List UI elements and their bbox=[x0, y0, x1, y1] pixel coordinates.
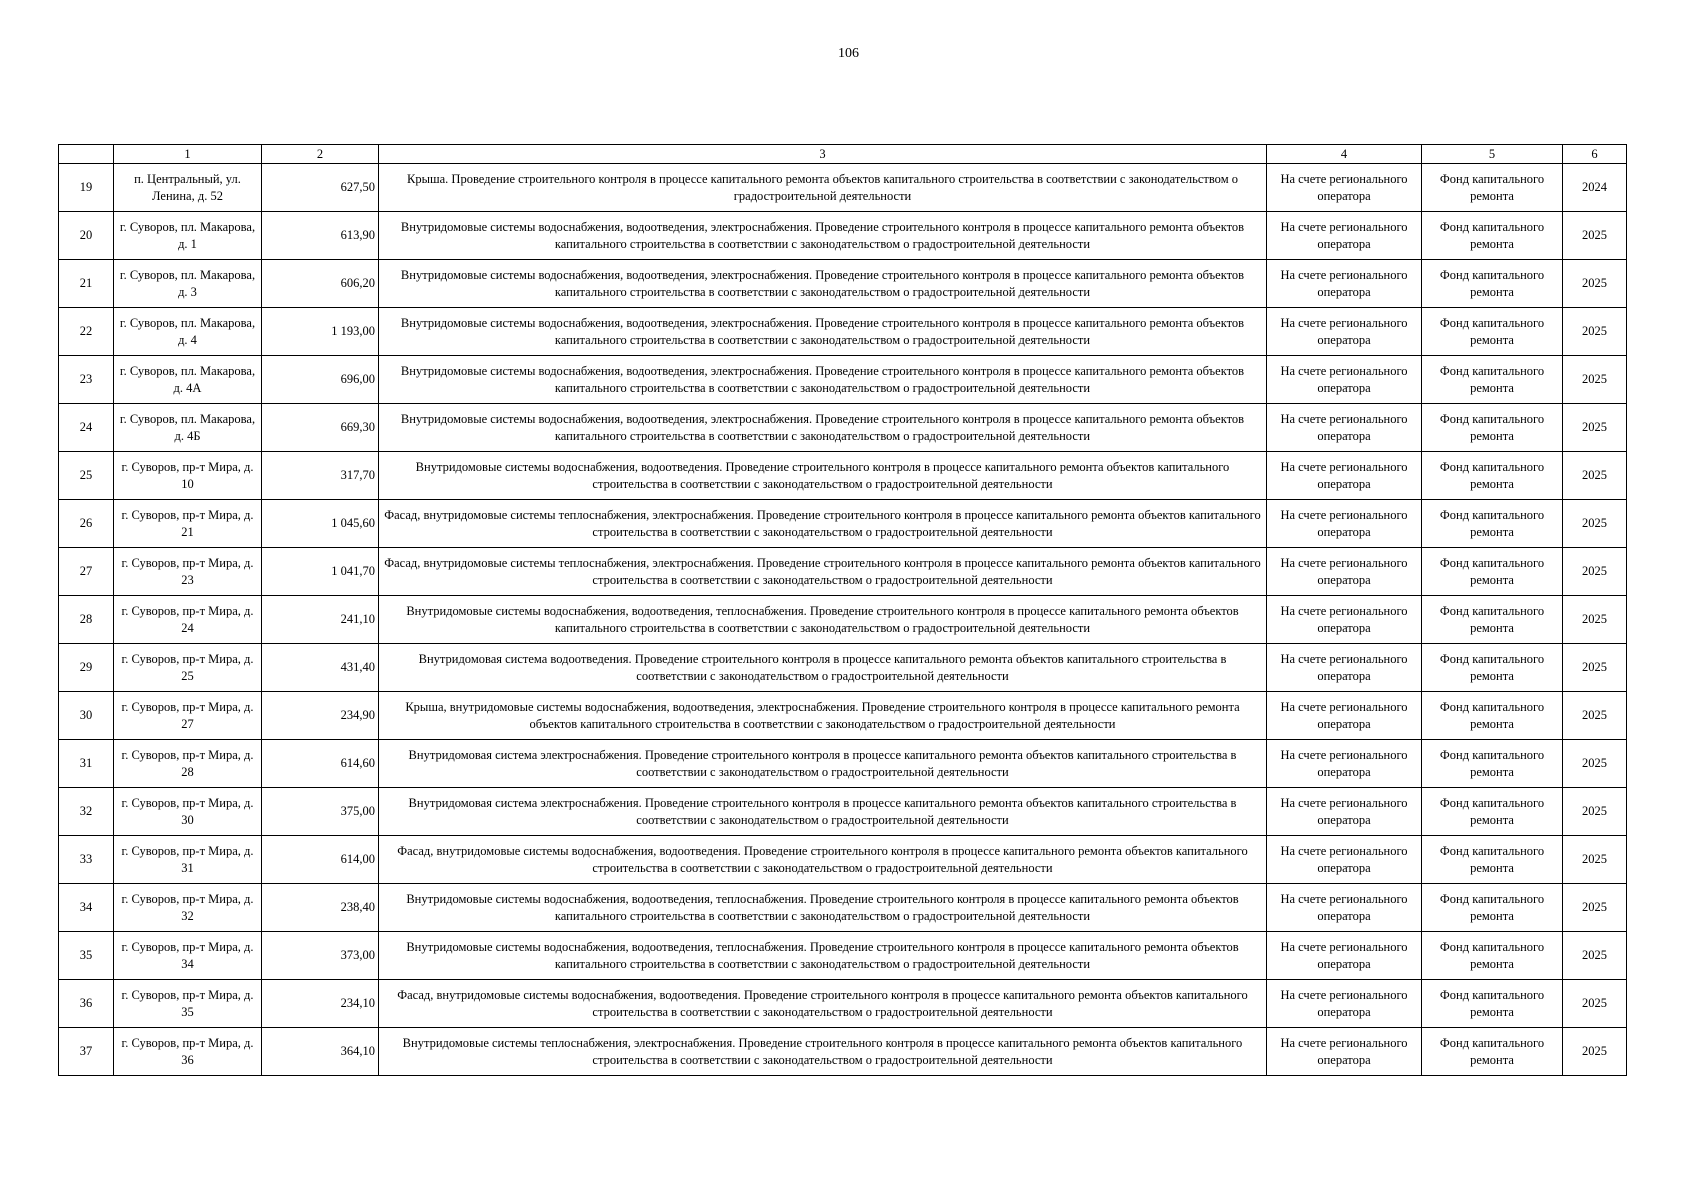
address-cell: г. Суворов, пр-т Мира, д. 32 bbox=[114, 884, 262, 932]
funding-source-cell: Фонд капитального ремонта bbox=[1422, 548, 1563, 596]
funding-source-cell: Фонд капитального ремонта bbox=[1422, 452, 1563, 500]
work-description-cell: Внутридомовые системы водоснабжения, водоотведения, теплоснабжения. Проведение строительного контроля в процессе капитального ремонта объектов капитального строительства в соответствии с законодательством о градостроительной деятельности bbox=[379, 596, 1267, 644]
address-cell: г. Суворов, пр-т Мира, д. 25 bbox=[114, 644, 262, 692]
funding-source-cell: Фонд капитального ремонта bbox=[1422, 404, 1563, 452]
address-cell: г. Суворов, пл. Макарова, д. 1 bbox=[114, 212, 262, 260]
header-cell-6: 6 bbox=[1563, 145, 1627, 164]
funding-source-cell: Фонд капитального ремонта bbox=[1422, 164, 1563, 212]
work-description-cell: Внутридомовые системы водоснабжения, водоотведения, теплоснабжения. Проведение строительного контроля в процессе капитального ремонта объектов капитального строительства в соответствии с законодательством о градостроительной деятельности bbox=[379, 932, 1267, 980]
row-number-cell: 37 bbox=[59, 1028, 114, 1076]
table-row bbox=[59, 1028, 1627, 1076]
account-method-cell: На счете регионального оператора bbox=[1267, 1028, 1422, 1076]
year-cell: 2025 bbox=[1563, 1028, 1627, 1076]
account-method-cell: На счете регионального оператора bbox=[1267, 644, 1422, 692]
repair-program-table bbox=[58, 144, 1627, 1076]
table-row bbox=[59, 980, 1627, 1028]
year-cell: 2025 bbox=[1563, 644, 1627, 692]
header-cell-1: 1 bbox=[114, 145, 262, 164]
funding-source-cell: Фонд капитального ремонта bbox=[1422, 1028, 1563, 1076]
work-description-cell: Внутридомовые системы водоснабжения, водоотведения, электроснабжения. Проведение строительного контроля в процессе капитального ремонта объектов капитального строительства в соответствии с законодательством о градостроительной деятельности bbox=[379, 356, 1267, 404]
table-row bbox=[59, 692, 1627, 740]
table-row bbox=[59, 932, 1627, 980]
work-description-cell: Внутридомовые системы водоснабжения, водоотведения, электроснабжения. Проведение строительного контроля в процессе капитального ремонта объектов капитального строительства в соответствии с законодательством о градостроительной деятельности bbox=[379, 404, 1267, 452]
table-row bbox=[59, 596, 1627, 644]
year-cell: 2025 bbox=[1563, 596, 1627, 644]
table-row bbox=[59, 788, 1627, 836]
account-method-cell: На счете регионального оператора bbox=[1267, 452, 1422, 500]
year-cell: 2025 bbox=[1563, 260, 1627, 308]
funding-source-cell: Фонд капитального ремонта bbox=[1422, 740, 1563, 788]
year-cell: 2025 bbox=[1563, 404, 1627, 452]
area-cell: 669,30 bbox=[262, 404, 379, 452]
table-row bbox=[59, 164, 1627, 212]
area-cell: 1 045,60 bbox=[262, 500, 379, 548]
account-method-cell: На счете регионального оператора bbox=[1267, 548, 1422, 596]
address-cell: г. Суворов, пр-т Мира, д. 30 bbox=[114, 788, 262, 836]
funding-source-cell: Фонд капитального ремонта bbox=[1422, 884, 1563, 932]
year-cell: 2025 bbox=[1563, 356, 1627, 404]
account-method-cell: На счете регионального оператора bbox=[1267, 260, 1422, 308]
funding-source-cell: Фонд капитального ремонта bbox=[1422, 356, 1563, 404]
row-number-cell: 26 bbox=[59, 500, 114, 548]
area-cell: 614,60 bbox=[262, 740, 379, 788]
row-number-cell: 32 bbox=[59, 788, 114, 836]
area-cell: 1 193,00 bbox=[262, 308, 379, 356]
year-cell: 2025 bbox=[1563, 212, 1627, 260]
work-description-cell: Внутридомовые системы водоснабжения, водоотведения. Проведение строительного контроля в процессе капитального ремонта объектов капитального строительства в соответствии с законодательством о градостроительной деятельности bbox=[379, 452, 1267, 500]
header-cell-row-number bbox=[59, 145, 114, 164]
header-cell-2: 2 bbox=[262, 145, 379, 164]
address-cell: г. Суворов, пр-т Мира, д. 24 bbox=[114, 596, 262, 644]
row-number-cell: 21 bbox=[59, 260, 114, 308]
row-number-cell: 34 bbox=[59, 884, 114, 932]
year-cell: 2025 bbox=[1563, 836, 1627, 884]
area-cell: 373,00 bbox=[262, 932, 379, 980]
funding-source-cell: Фонд капитального ремонта bbox=[1422, 980, 1563, 1028]
table-row bbox=[59, 212, 1627, 260]
work-description-cell: Внутридомовая система водоотведения. Проведение строительного контроля в процессе капитального ремонта объектов капитального строительства в соответствии с законодательством о градостроительной деятельности bbox=[379, 644, 1267, 692]
account-method-cell: На счете регионального оператора bbox=[1267, 932, 1422, 980]
work-description-cell: Фасад, внутридомовые системы водоснабжения, водоотведения. Проведение строительного контроля в процессе капитального ремонта объектов капитального строительства в соответствии с законодательством о градостроительной деятельности bbox=[379, 836, 1267, 884]
address-cell: г. Суворов, пл. Макарова, д. 4 bbox=[114, 308, 262, 356]
year-cell: 2025 bbox=[1563, 692, 1627, 740]
area-cell: 234,90 bbox=[262, 692, 379, 740]
work-description-cell: Внутридомовая система электроснабжения. Проведение строительного контроля в процессе капитального ремонта объектов капитального строительства в соответствии с законодательством о градостроительной деятельности bbox=[379, 788, 1267, 836]
area-cell: 614,00 bbox=[262, 836, 379, 884]
header-cell-4: 4 bbox=[1267, 145, 1422, 164]
account-method-cell: На счете регионального оператора bbox=[1267, 164, 1422, 212]
year-cell: 2025 bbox=[1563, 932, 1627, 980]
work-description-cell: Внутридомовая система электроснабжения. Проведение строительного контроля в процессе капитального ремонта объектов капитального строительства в соответствии с законодательством о градостроительной деятельности bbox=[379, 740, 1267, 788]
area-cell: 1 041,70 bbox=[262, 548, 379, 596]
area-cell: 613,90 bbox=[262, 212, 379, 260]
address-cell: г. Суворов, пр-т Мира, д. 23 bbox=[114, 548, 262, 596]
work-description-cell: Внутридомовые системы теплоснабжения, электроснабжения. Проведение строительного контроля в процессе капитального ремонта объектов капитального строительства в соответствии с законодательством о градостроительной деятельности bbox=[379, 1028, 1267, 1076]
account-method-cell: На счете регионального оператора bbox=[1267, 500, 1422, 548]
work-description-cell: Крыша. Проведение строительного контроля в процессе капитального ремонта объектов капитального строительства в соответствии с законодательством о градостроительной деятельности bbox=[379, 164, 1267, 212]
funding-source-cell: Фонд капитального ремонта bbox=[1422, 836, 1563, 884]
account-method-cell: На счете регионального оператора bbox=[1267, 788, 1422, 836]
table-row bbox=[59, 884, 1627, 932]
account-method-cell: На счете регионального оператора bbox=[1267, 884, 1422, 932]
funding-source-cell: Фонд капитального ремонта bbox=[1422, 644, 1563, 692]
address-cell: г. Суворов, пл. Макарова, д. 3 bbox=[114, 260, 262, 308]
account-method-cell: На счете регионального оператора bbox=[1267, 692, 1422, 740]
year-cell: 2025 bbox=[1563, 740, 1627, 788]
work-description-cell: Фасад, внутридомовые системы теплоснабжения, электроснабжения. Проведение строительного контроля в процессе капитального ремонта объектов капитального строительства в соответствии с законодательством о градостроительной деятельности bbox=[379, 500, 1267, 548]
area-cell: 241,10 bbox=[262, 596, 379, 644]
year-cell: 2025 bbox=[1563, 452, 1627, 500]
year-cell: 2025 bbox=[1563, 788, 1627, 836]
table-row bbox=[59, 308, 1627, 356]
address-cell: г. Суворов, пр-т Мира, д. 31 bbox=[114, 836, 262, 884]
address-cell: г. Суворов, пр-т Мира, д. 36 bbox=[114, 1028, 262, 1076]
account-method-cell: На счете регионального оператора bbox=[1267, 308, 1422, 356]
work-description-cell: Внутридомовые системы водоснабжения, водоотведения, электроснабжения. Проведение строительного контроля в процессе капитального ремонта объектов капитального строительства в соответствии с законодательством о градостроительной деятельности bbox=[379, 212, 1267, 260]
address-cell: г. Суворов, пр-т Мира, д. 28 bbox=[114, 740, 262, 788]
row-number-cell: 19 bbox=[59, 164, 114, 212]
area-cell: 238,40 bbox=[262, 884, 379, 932]
row-number-cell: 29 bbox=[59, 644, 114, 692]
row-number-cell: 20 bbox=[59, 212, 114, 260]
year-cell: 2025 bbox=[1563, 980, 1627, 1028]
address-cell: п. Центральный, ул. Ленина, д. 52 bbox=[114, 164, 262, 212]
funding-source-cell: Фонд капитального ремонта bbox=[1422, 692, 1563, 740]
funding-source-cell: Фонд капитального ремонта bbox=[1422, 596, 1563, 644]
table-row bbox=[59, 356, 1627, 404]
year-cell: 2024 bbox=[1563, 164, 1627, 212]
table-row bbox=[59, 836, 1627, 884]
row-number-cell: 28 bbox=[59, 596, 114, 644]
row-number-cell: 30 bbox=[59, 692, 114, 740]
table-row bbox=[59, 260, 1627, 308]
address-cell: г. Суворов, пл. Макарова, д. 4Б bbox=[114, 404, 262, 452]
area-cell: 375,00 bbox=[262, 788, 379, 836]
address-cell: г. Суворов, пр-т Мира, д. 10 bbox=[114, 452, 262, 500]
table-row bbox=[59, 404, 1627, 452]
area-cell: 317,70 bbox=[262, 452, 379, 500]
account-method-cell: На счете регионального оператора bbox=[1267, 404, 1422, 452]
account-method-cell: На счете регионального оператора bbox=[1267, 740, 1422, 788]
row-number-cell: 27 bbox=[59, 548, 114, 596]
header-cell-3: 3 bbox=[379, 145, 1267, 164]
row-number-cell: 24 bbox=[59, 404, 114, 452]
account-method-cell: На счете регионального оператора bbox=[1267, 596, 1422, 644]
area-cell: 606,20 bbox=[262, 260, 379, 308]
funding-source-cell: Фонд капитального ремонта bbox=[1422, 500, 1563, 548]
area-cell: 234,10 bbox=[262, 980, 379, 1028]
area-cell: 364,10 bbox=[262, 1028, 379, 1076]
page-number: 106 bbox=[838, 46, 859, 61]
work-description-cell: Внутридомовые системы водоснабжения, водоотведения, электроснабжения. Проведение строительного контроля в процессе капитального ремонта объектов капитального строительства в соответствии с законодательством о градостроительной деятельности bbox=[379, 308, 1267, 356]
year-cell: 2025 bbox=[1563, 500, 1627, 548]
funding-source-cell: Фонд капитального ремонта bbox=[1422, 788, 1563, 836]
address-cell: г. Суворов, пр-т Мира, д. 34 bbox=[114, 932, 262, 980]
funding-source-cell: Фонд капитального ремонта bbox=[1422, 308, 1563, 356]
table-row bbox=[59, 452, 1627, 500]
table-body bbox=[59, 164, 1627, 1076]
year-cell: 2025 bbox=[1563, 548, 1627, 596]
funding-source-cell: Фонд капитального ремонта bbox=[1422, 260, 1563, 308]
funding-source-cell: Фонд капитального ремонта bbox=[1422, 932, 1563, 980]
year-cell: 2025 bbox=[1563, 884, 1627, 932]
work-description-cell: Фасад, внутридомовые системы водоснабжения, водоотведения. Проведение строительного контроля в процессе капитального ремонта объектов капитального строительства в соответствии с законодательством о градостроительной деятельности bbox=[379, 980, 1267, 1028]
row-number-cell: 35 bbox=[59, 932, 114, 980]
work-description-cell: Внутридомовые системы водоснабжения, водоотведения, теплоснабжения. Проведение строительного контроля в процессе капитального ремонта объектов капитального строительства в соответствии с законодательством о градостроительной деятельности bbox=[379, 884, 1267, 932]
account-method-cell: На счете регионального оператора bbox=[1267, 356, 1422, 404]
row-number-cell: 31 bbox=[59, 740, 114, 788]
area-cell: 696,00 bbox=[262, 356, 379, 404]
year-cell: 2025 bbox=[1563, 308, 1627, 356]
column-number-row bbox=[59, 145, 1627, 164]
account-method-cell: На счете регионального оператора bbox=[1267, 212, 1422, 260]
funding-source-cell: Фонд капитального ремонта bbox=[1422, 212, 1563, 260]
header-cell-5: 5 bbox=[1422, 145, 1563, 164]
address-cell: г. Суворов, пр-т Мира, д. 21 bbox=[114, 500, 262, 548]
row-number-cell: 22 bbox=[59, 308, 114, 356]
area-cell: 627,50 bbox=[262, 164, 379, 212]
address-cell: г. Суворов, пр-т Мира, д. 35 bbox=[114, 980, 262, 1028]
table-row bbox=[59, 500, 1627, 548]
area-cell: 431,40 bbox=[262, 644, 379, 692]
row-number-cell: 36 bbox=[59, 980, 114, 1028]
table-row bbox=[59, 548, 1627, 596]
work-description-cell: Крыша, внутридомовые системы водоснабжения, водоотведения, электроснабжения. Проведение строительного контроля в процессе капитального ремонта объектов капитального строительства в соответствии с законодательством о градостроительной деятельности bbox=[379, 692, 1267, 740]
work-description-cell: Фасад, внутридомовые системы теплоснабжения, электроснабжения. Проведение строительного контроля в процессе капитального ремонта объектов капитального строительства в соответствии с законодательством о градостроительной деятельности bbox=[379, 548, 1267, 596]
table-row bbox=[59, 740, 1627, 788]
address-cell: г. Суворов, пр-т Мира, д. 27 bbox=[114, 692, 262, 740]
table-row bbox=[59, 644, 1627, 692]
row-number-cell: 25 bbox=[59, 452, 114, 500]
account-method-cell: На счете регионального оператора bbox=[1267, 836, 1422, 884]
row-number-cell: 23 bbox=[59, 356, 114, 404]
work-description-cell: Внутридомовые системы водоснабжения, водоотведения, электроснабжения. Проведение строительного контроля в процессе капитального ремонта объектов капитального строительства в соответствии с законодательством о градостроительной деятельности bbox=[379, 260, 1267, 308]
account-method-cell: На счете регионального оператора bbox=[1267, 980, 1422, 1028]
address-cell: г. Суворов, пл. Макарова, д. 4А bbox=[114, 356, 262, 404]
row-number-cell: 33 bbox=[59, 836, 114, 884]
